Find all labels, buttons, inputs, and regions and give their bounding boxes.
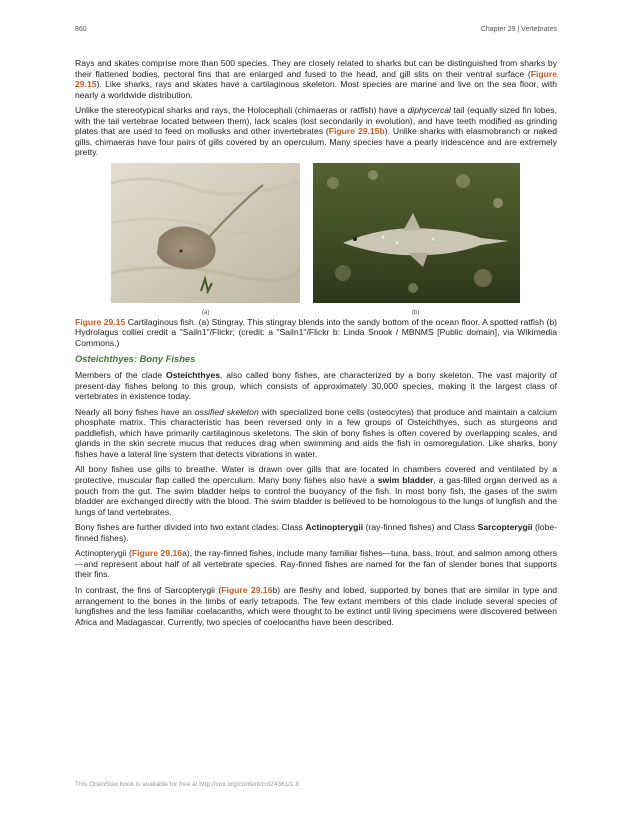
page-footer: This OpenStax book is available for free at http://cnx.org/content/col24361/1.8 bbox=[75, 781, 300, 788]
page-number: 860 bbox=[75, 26, 87, 33]
paragraph-clades: Bony fishes are further divided into two extant clades: Class Actinopterygii (ray-finned fishes) and Class Sarcopterygii (lobe-finned fishes). bbox=[75, 522, 557, 543]
paragraph-actinopterygii: Actinopterygii (Figure 29.16a), the ray-finned fishes, include many familiar fishes—tuna, bass, trout, and salmon among others—and represent about half of all vertebrate species. Ray-finned fishes are named for the fan of slender bones that supports their fins. bbox=[75, 548, 557, 580]
figure-link-29-16b[interactable]: Figure 29.16 bbox=[221, 584, 273, 595]
paragraph-sarcopterygii: In contrast, the fins of Sarcopterygii (Figure 29.16b) are fleshy and lobed, supported by bones that are similar in type and arrangement to the bones in the limbs of early tetrapods. The few extant members of this clade include several species of lungfishes and the less familiar coelacanths, which were thought to be extinct until living specimens were discovered between Africa and Madagascar. Currently, two species of coelocanths have been described. bbox=[75, 584, 558, 627]
subfigure-label-a: (a) bbox=[202, 309, 210, 316]
paragraph-osteichthyes: Members of the clade Osteichthyes, also called bony fishes, are characterized by a bony skeleton. The vast majority of present-day fishes belong to this group, which consists of approximately 30,000 species, making it the largest class of vertebrates in existence today. bbox=[75, 370, 557, 402]
figure-link-29-16a[interactable]: Figure 29.16 bbox=[131, 548, 183, 559]
figure-caption-label: Figure 29.15 bbox=[75, 316, 126, 327]
section-heading: Osteichthyes: Bony Fishes bbox=[75, 352, 196, 364]
figure-link-29-15[interactable]: Figure 29.15 bbox=[75, 68, 557, 90]
paragraph-rays: Rays and skates comprise more than 500 species. They are closely related to sharks but can be distinguished from sharks by their flattened bodies, pectoral fins that are enlarged and fused to the head, and gill slits on their ventral surface (Figure 29.15). Like sharks, rays and skates have a cartilaginous skeleton. Most species are marine and live on the sea floor, with nearly a worldwide distribution. bbox=[75, 58, 557, 100]
chapter-title: Chapter 29 | Vertebrates bbox=[480, 26, 557, 33]
figure-link-29-15b[interactable]: Figure 29.15b bbox=[328, 126, 385, 137]
paragraph-ossified-skeleton: Nearly all bony fishes have an ossified skeleton with specialized bone cells (osteocytes) that produce and maintain a calcium phosphate matrix. This characteristic has been reversed only in a few groups of Osteichthyes, such as sturgeons and paddlefish, which have primarily cartilaginous skeletons. The skin of bony fishes is often covered by overlapping scales, and glands in the skin secrete mucus that reduces drag when swimming and aids the fish in osmoregulation. Like sharks, bony fishes have a lateral line system that detects vibrations in water. bbox=[75, 406, 558, 459]
page-header bbox=[75, 26, 557, 33]
subfigure-label-b: (b) bbox=[412, 309, 420, 316]
page-content bbox=[75, 58, 557, 632]
stingray-photo bbox=[111, 163, 300, 303]
paragraph-holocephali: Unlike the stereotypical sharks and rays, the Holocephali (chimaeras or ratfish) have a diphycercal tail (equally sized fin lobes, with the tail vertebrae located between them), lack scales (lost secondarily in evolution), and have teeth modified as grinding plates that are used to feed on mollusks and other invertebrates (Figure 29.15b). Unlike sharks with elasmobranch or naked gills, chimaeras have four pairs of gills covered by an operculum. Many species have a pearly iridescence and are extremely pretty. bbox=[75, 105, 557, 158]
figure-29-15 bbox=[75, 163, 557, 317]
paragraph-gills: All bony fishes use gills to breathe. Water is drawn over gills that are located in chambers covered and ventilated by a protective, muscular flap called the operculum. Many bony fishes also have a swim bladder, a gas-filled organ derived as a pouch from the gut. The swim bladder helps to control the buoyancy of the fish. In most bony fish, the gases of the swim bladder are exchanged directly with the blood. The swim bladder is believed to be homologous to the lungs of lungfish and the lungs of land vertebrates. bbox=[75, 464, 558, 517]
ratfish-photo bbox=[313, 163, 520, 303]
figure-caption: Figure 29.15 Cartilaginous fish. (a) Stingray. This stingray blends into the sandy bottom of the ocean floor. A spotted ratfish (b) Hydrolagus colliei credit a "Sailn1"/Flickr; (credit: a "Sailn1"/Flickr b: Linda Snook / MBNMS [Public domain], via Wikimedia Commons.) bbox=[75, 316, 557, 349]
